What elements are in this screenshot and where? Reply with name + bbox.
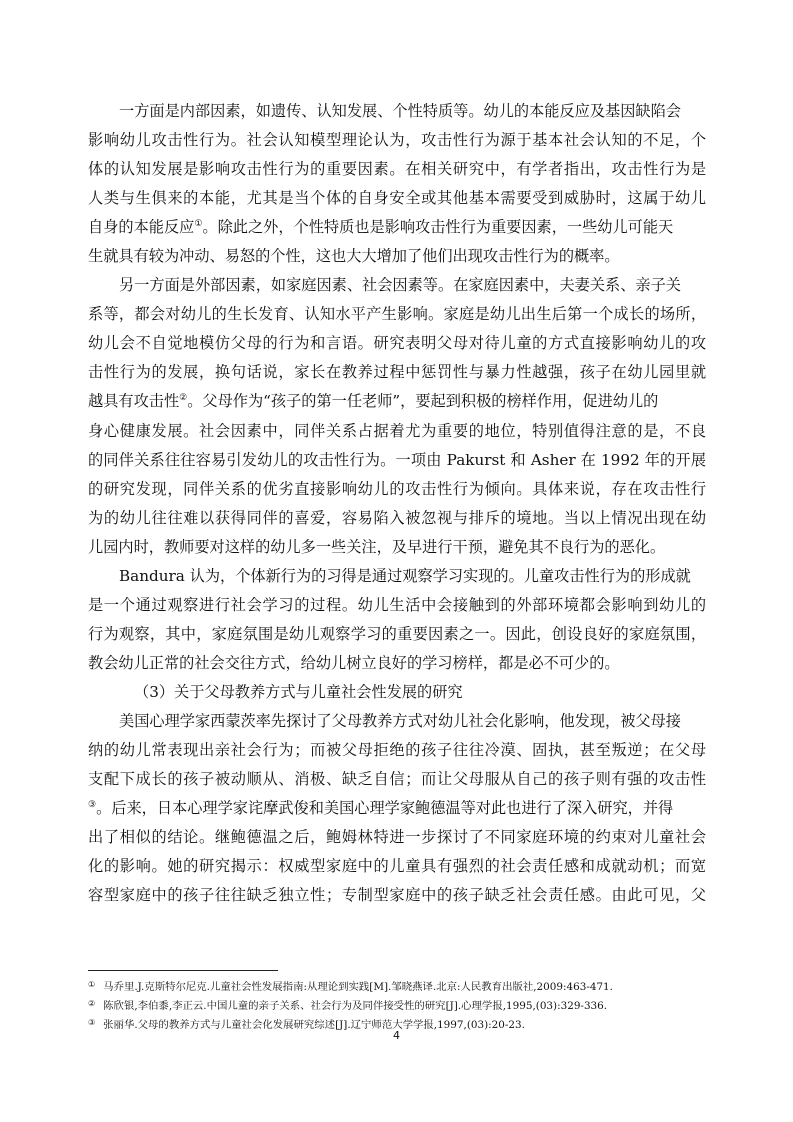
text-line: 容型家庭中的孩子往往缺乏独立性；专制型家庭中的孩子缺乏社会责任感。由此可见，父 bbox=[88, 886, 706, 905]
text-line: 为的幼儿往往难以获得同伴的喜爱，容易陷入被忽视与排斥的境地。当以上情况出现在幼 bbox=[88, 508, 706, 527]
footnote-mark[interactable]: ① bbox=[194, 219, 203, 230]
text-line: 人类与生俱来的本能，尤其是当个体的自身安全或其他基本需要受到威胁时，这属于幼儿 bbox=[88, 189, 706, 208]
text-line: 出了相似的结论。继鲍德温之后，鲍姆林特进一步探讨了不同家庭环境的约束对儿童社会 bbox=[88, 828, 706, 847]
text-segment: 越具有攻击性 bbox=[88, 392, 180, 411]
footnote-item bbox=[88, 977, 708, 996]
text-line bbox=[88, 387, 706, 416]
footnotes bbox=[88, 970, 708, 1033]
footnote-number: ① bbox=[88, 980, 96, 989]
footnote-text: 马乔里.J.克斯特尔尼克.儿童社会性发展指南:从理论到实践[M].邹晓燕译.北京:人民教育出版社,2009:463-471. bbox=[103, 981, 613, 993]
text-segment: 。除此之外，个性特质也是影响攻击性行为重要因素，一些幼儿可能天 bbox=[202, 218, 674, 237]
text-segment: 。父母作为“孩子的第一任老师”，要起到积极的榜样作用，促进幼儿的 bbox=[187, 392, 659, 411]
text-line: 是一个通过观察进行社会学习的过程。幼儿生活中会接触到的外部环境都会影响到幼儿的 bbox=[88, 595, 706, 614]
page-number: 4 bbox=[393, 1029, 400, 1042]
text-line: 另一方面是外部因素，如家庭因素、社会因素等。在家庭因素中，夫妻关系、亲子关 bbox=[119, 276, 681, 295]
text-line: 的研究发现，同伴关系的优劣直接影响幼儿的攻击性行为倾向。具体来说，存在攻击性行 bbox=[88, 479, 706, 498]
text-line: 身心健康发展。社会因素中，同伴关系占据着尤为重要的地位，特别值得注意的是，不良 bbox=[88, 421, 706, 440]
footnote-mark[interactable]: ③ bbox=[88, 800, 97, 811]
text-line: 的同伴关系往往容易引发幼儿的攻击性行为。一项由 Pakurst 和 Asher 在 1992 年的开展 bbox=[88, 450, 706, 469]
text-line: 体的认知发展是影响攻击性行为的重要因素。在相关研究中，有学者指出，攻击性行为是 bbox=[88, 160, 706, 179]
text-line: 一方面是内部因素，如遗传、认知发展、个性特质等。幼儿的本能反应及基因缺陷会 bbox=[119, 102, 681, 120]
footnote-item bbox=[88, 996, 708, 1015]
text-line: 生就具有较为冲动、易怒的个性，这也大大增加了他们出现攻击性行为的概率。 bbox=[88, 247, 620, 266]
text-line: 影响幼儿攻击性行为。社会认知模型理论认为，攻击性行为源于基本社会认知的不足，个 bbox=[88, 131, 706, 150]
footnote-text: 张丽华.父母的教养方式与儿童社会化发展研究综述[J].辽宁师范大学学报,1997,(03):20-23. bbox=[103, 1018, 525, 1031]
text-line bbox=[88, 213, 706, 242]
footnote-number: ② bbox=[88, 998, 96, 1008]
text-line: 化的影响。她的研究揭示：权威型家庭中的儿童具有强烈的社会责任感和成就动机；而宽 bbox=[88, 857, 706, 876]
text-line: Bandura 认为，个体新行为的习得是通过观察学习实现的。儿童攻击性行为的形成就 bbox=[119, 566, 691, 585]
text-segment: 。后来，日本心理学家诧摩武俊和美国心理学家鲍德温等对此也进行了深入研究，并得 bbox=[96, 799, 674, 818]
body-text bbox=[88, 97, 706, 910]
text-line: 纳的幼儿常表现出亲社会行为；而被父母拒绝的孩子往往冷漠、固执，甚至叛逆；在父母 bbox=[88, 741, 706, 760]
text-line: 系等，都会对幼儿的生长发育、认知水平产生影响。家庭是幼儿出生后第一个成长的场所， bbox=[88, 305, 706, 324]
footnote-number: ③ bbox=[88, 1017, 96, 1027]
text-line bbox=[88, 794, 706, 823]
text-line: 击性行为的发展，换句话说，家长在教养过程中惩罚性与暴力性越强，孩子在幼儿园里就 bbox=[88, 363, 706, 382]
text-line: 行为观察，其中，家庭氛围是幼儿观察学习的重要因素之一。因此，创设良好的家庭氛围， bbox=[88, 624, 706, 643]
paragraph bbox=[88, 97, 706, 271]
text-line: 教会幼儿正常的社会交往方式，给幼儿树立良好的学习榜样，都是必不可少的。 bbox=[88, 653, 620, 672]
text-line: 儿园内时，教师要对这样的幼儿多一些关注，及早进行干预，避免其不良行为的恶化。 bbox=[88, 537, 666, 556]
text-line: 支配下成长的孩子被动顺从、消极、缺乏自信；而让父母服从自己的孩子则有强的攻击性 bbox=[88, 770, 706, 789]
footnote-mark[interactable]: ② bbox=[179, 393, 188, 404]
paragraph bbox=[88, 562, 706, 678]
text-line: 幼儿会不自觉地模仿父母的行为和言语。研究表明父母对待儿童的方式直接影响幼儿的攻 bbox=[88, 334, 706, 353]
paragraph bbox=[88, 707, 706, 910]
text-line: 美国心理学家西蒙茨率先探讨了父母教养方式对幼儿社会化影响，他发现，被父母接 bbox=[119, 711, 681, 730]
text-segment: 自身的本能反应 bbox=[88, 218, 195, 237]
paragraph bbox=[88, 271, 706, 561]
footnote-text: 陈欣银,李伯黍,李正云.中国儿童的亲子关系、社会行为及同伴接受性的研究[J].心理学报,1995,(03):329-336. bbox=[103, 999, 608, 1012]
section-heading: （3）关于父母教养方式与儿童社会性发展的研究 bbox=[134, 682, 463, 701]
footnote-divider bbox=[88, 970, 278, 971]
